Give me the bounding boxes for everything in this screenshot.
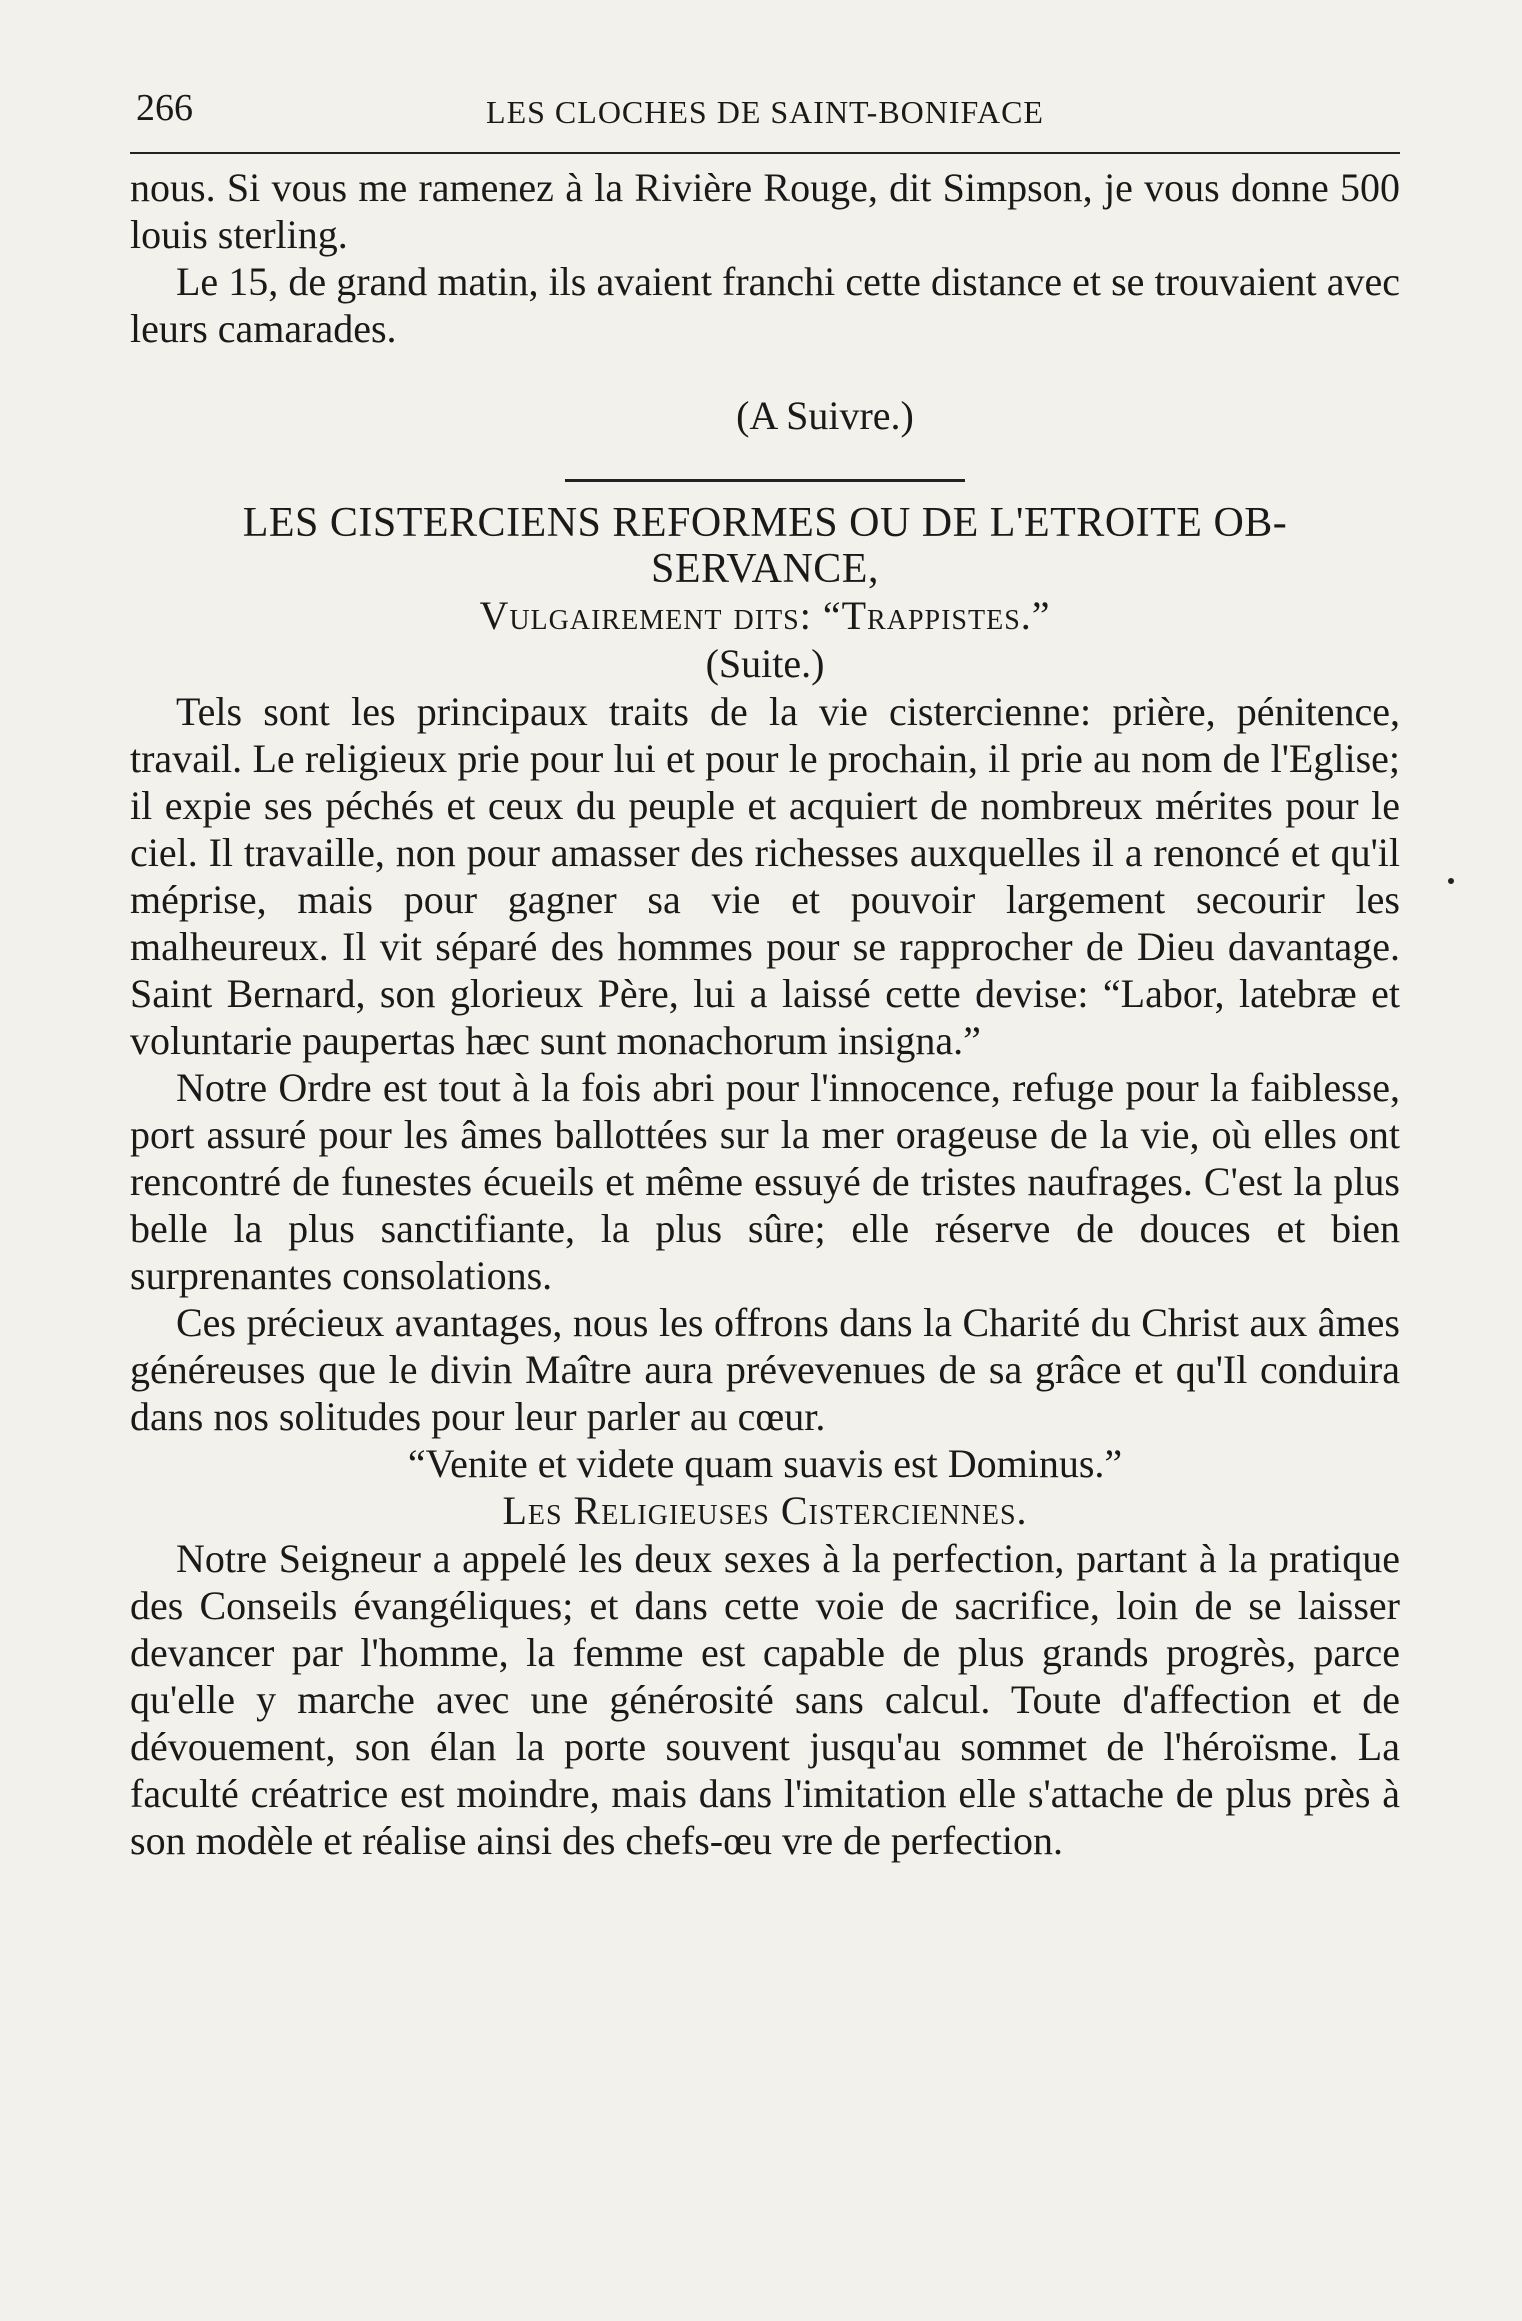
body-paragraph-2: Notre Ordre est tout à la fois abri pour l'innocence, refuge pour la faiblesse, port assuré pour les âmes ballottées sur la mer orageuse de la vie, où elles ont rencontré de funestes écueils et même essuyé de tristes naufrages. C'est la plus belle la plus sanctifiante, la plus sûre; elle réserve de douces et bien surprenantes consolations. (130, 1065, 1400, 1298)
article-title-line-1: LES CISTERCIENS REFORMES OU DE L'ETROITE OB- (242, 500, 1288, 546)
latin-quote: “Venite et videte quam suavis est Dominus.” (407, 1441, 1123, 1486)
to-be-continued: (A Suivre.) (736, 393, 914, 438)
article-title-line-2: SERVANCE, (651, 546, 879, 592)
running-head (130, 80, 1400, 140)
intro-paragraph-continued: nous. Si vous me ramenez à la Rivière Rouge, dit Simpson, je vous donne 500 louis sterling. (130, 165, 1400, 257)
article-continuation-note: (Suite.) (705, 641, 825, 686)
body-paragraph-1: Tels sont les principaux traits de la vie cistercienne: prière, pénitence, travail. Le religieux prie pour lui et pour le prochain, il prie au nom de l'Eglise; il expie ses péchés et ceux du peuple et acquiert de nombreux mérites pour le ciel. Il travaille, non pour amasser des richesses auxquelles il a renoncé et qu'il méprise, mais pour gagner sa vie et pouvoir largement secourir les malheureux. Il vit séparé des hommes pour se rapprocher de Dieu davantage. Saint Bernard, son glorieux Père, lui a laissé cette devise: “Labor, latebræ et voluntarie paupertas hæc sunt monachorum insigna.” (130, 689, 1400, 1063)
running-title: LES CLOCHES DE SAINT-BONIFACE (486, 94, 1044, 130)
article-subtitle: Vulgairement dits: “Trappistes.” (479, 593, 1051, 638)
final-paragraph: Notre Seigneur a appelé les deux sexes à la perfection, partant à la pratique des Conseils évangéliques; et dans cette voie de sacrifice, loin de se laisser devancer par l'homme, la femme est capable de plus grands progrès, parce qu'elle y marche avec une générosité sans calcul. Toute d'affection et de dévouement, son élan la porte souvent jusqu'au sommet de l'héroïsme. La faculté créatrice est moindre, mais dans l'imitation elle s'attache de plus près à son modèle et réalise ainsi des chefs-œu vre de perfection. (130, 1536, 1400, 1863)
margin-speck (1448, 878, 1454, 884)
book-page (130, 80, 1400, 1864)
section-divider (565, 479, 965, 482)
body-paragraph-3: Ces précieux avantages, nous les offrons dans la Charité du Christ aux âmes généreuses que le divin Maître aura prévevenues de sa grâce et qu'Il conduira dans nos solitudes pour leur parler au cœur. (130, 1300, 1400, 1439)
section-heading: Les Religieuses Cisterciennes. (502, 1488, 1028, 1533)
page-number: 266 (136, 87, 193, 129)
header-rule (130, 152, 1400, 154)
intro-paragraph: Le 15, de grand matin, ils avaient franchi cette distance et se trouvaient avec leurs camarades. (130, 259, 1400, 351)
